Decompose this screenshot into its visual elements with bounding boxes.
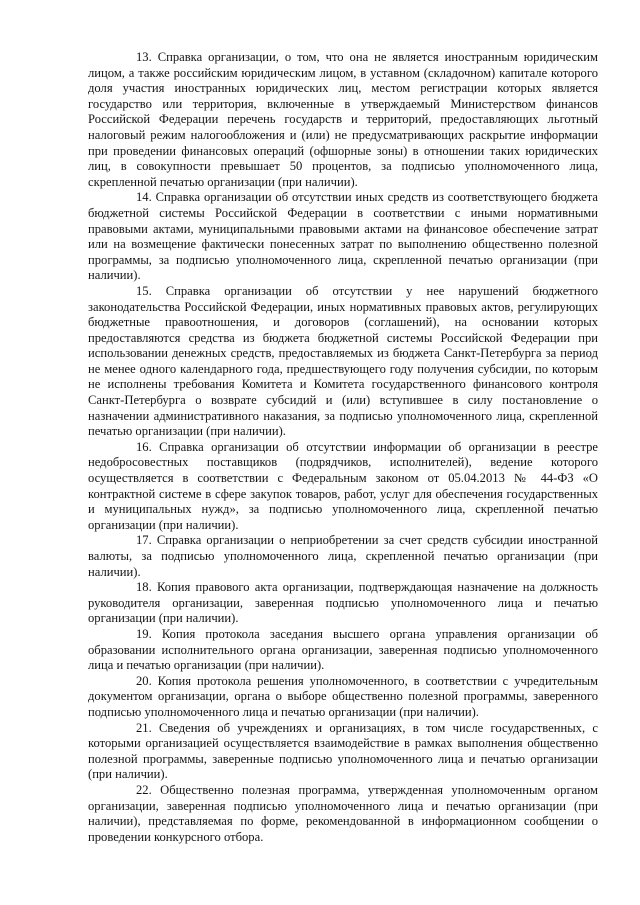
list-item-16: 16. Справка организации об отсутствии информации об организации в реестре недобросовестных поставщиков (подрядчиков, исполнителей), ведение которого осуществляется в соответствии с Федеральным законом от 05.04.2013 № 44-ФЗ «О контрактной системе в сфере закупок товаров, работ, услуг для обеспечения государственных и муниципальных нужд», за подписью уполномоченного лица, скрепленной печатью организации (при наличии).: [88, 439, 598, 532]
list-item-17: 17. Справка организации о неприобретении за счет средств субсидии иностранной валюты, за подписью уполномоченного лица, скрепленной печатью организации (при наличии).: [88, 533, 598, 579]
list-item-21: 21. Сведения об учреждениях и организациях, в том числе государственных, с которыми организацией осуществляется взаимодействие в рамках выполнения общественно полезной программы, заверенные подписью уполномоченного лица и печатью организации (при наличии).: [88, 720, 598, 782]
list-item-20: 20. Копия протокола решения уполномоченного, в соответствии с учредительным документом организации, органа о выборе общественно полезной программы, заверенного подписью уполномоченного лица и печатью организации (при наличии).: [88, 673, 598, 719]
list-item-18: 18. Копия правового акта организации, подтверждающая назначение на должность руководителя организации, заверенная подписью уполномоченного лица и печатью организации (при наличии).: [88, 580, 598, 626]
document-page: [88, 50, 598, 845]
list-item-14: 14. Справка организации об отсутствии иных средств из соответствующего бюджета бюджетной системы Российской Федерации в соответствии с иными нормативными правовыми актами, муниципальными правовыми актами на финансовое обеспечение затрат или на возмещение фактически понесенных затрат по выполнению общественно полезной программы, за подписью уполномоченного лица, скрепленной печатью организации (при наличии).: [88, 190, 598, 283]
list-item-13: 13. Справка организации, о том, что она не является иностранным юридическим лицом, а также российским юридическим лицом, в уставном (складочном) капитале которого доля участия иностранных юридических лиц, местом регистрации которых является государство или территория, включенные в утверждаемый Министерством финансов Российской Федерации перечень государств и территорий, предоставляющих льготный налоговый режим налогообложения и (или) не предусматривающих раскрытие информации при проведении финансовых операций (офшорные зоны) в отношении таких юридических лиц, в совокупности превышает 50 процентов, за подписью уполномоченного лица, скрепленной печатью организации (при наличии).: [88, 50, 598, 189]
list-item-19: 19. Копия протокола заседания высшего органа управления организации об образовании исполнительного органа организации, заверенная подписью уполномоченного лица и печатью организации (при наличии).: [88, 626, 598, 673]
list-item-15: 15. Справка организации об отсутствии у нее нарушений бюджетного законодательства Российской Федерации, иных нормативных правовых актов, регулирующих бюджетные правоотношения, и договоров (соглашений), на основании которых предоставляются средства из бюджета бюджетной системы Российской Федерации при использовании денежных средств, предоставляемых из бюджета Санкт-Петербурга за период не менее одного календарного года, предшествующего году получения субсидии, по которым не исполнены требования Комитета и Комитета государственного финансового контроля Санкт-Петербурга о возврате субсидий и (или) вступившее в силу постановление о назначении административного наказания, за подписью уполномоченного лица, скрепленной печатью организации (при наличии).: [88, 283, 598, 439]
list-item-22: 22. Общественно полезная программа, утвержденная уполномоченным органом организации, заверенная подписью уполномоченного лица и печатью организации (при наличии), представляемая по форме, рекомендованной в информационном сообщении о проведении конкурсного отбора.: [88, 782, 598, 844]
